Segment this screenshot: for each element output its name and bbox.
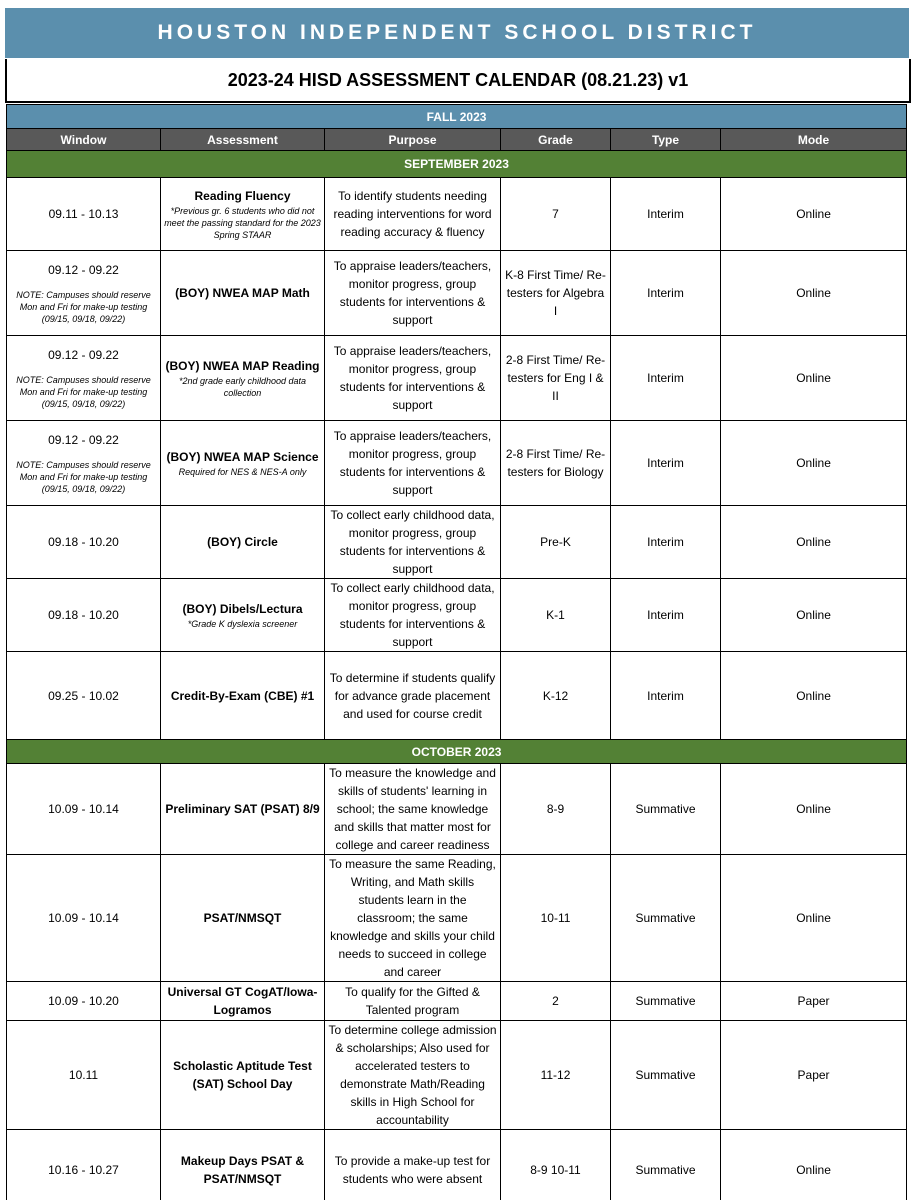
window-note: NOTE: Campuses should reserve Mon and Fri for make-up testing (09/15, 09/18, 09/22) [16, 375, 151, 409]
grade-cell: K-12 [501, 652, 611, 740]
type-cell: Interim [611, 251, 721, 336]
window-dates: 09.11 - 10.13 [48, 207, 119, 221]
assessment-cell [161, 251, 325, 336]
window-dates: 10.09 - 10.14 [48, 911, 119, 925]
month-row [7, 151, 907, 178]
assessment-note: *Grade K dyslexia screener [187, 619, 298, 629]
type-cell: Interim [611, 506, 721, 579]
type-cell: Summative [611, 855, 721, 982]
assessment-name: Universal GT CogAT/Iowa-Logramos [167, 985, 318, 1017]
grade-cell: 8-9 [501, 764, 611, 855]
purpose-cell: To determine college admission & scholarships; Also used for accelerated testers to demonstrate Math/Reading skills in High School for accountability [325, 1021, 501, 1130]
grade-cell: 2-8 First Time/ Re-testers for Eng I & II [501, 336, 611, 421]
grade-cell: K-1 [501, 579, 611, 652]
assessment-name: (BOY) NWEA MAP Science [166, 450, 319, 464]
purpose-cell: To determine if students qualify for advance grade placement and used for course credit [325, 652, 501, 740]
assessment-note: *2nd grade early childhood data collection [178, 376, 307, 398]
window-cell [7, 421, 161, 506]
assessment-note: *Previous gr. 6 students who did not meet the passing standard for the 2023 Spring STAAR [164, 206, 321, 240]
grade-cell: 7 [501, 178, 611, 251]
window-dates: 10.09 - 10.14 [48, 802, 119, 816]
window-cell [7, 982, 161, 1021]
window-dates: 09.12 - 09.22 [48, 433, 119, 447]
purpose-cell: To provide a make-up test for students who were absent [325, 1130, 501, 1200]
table-row [7, 421, 907, 506]
mode-cell: Paper [721, 982, 907, 1021]
assessment-name: (BOY) Circle [207, 535, 278, 549]
window-dates: 09.18 - 10.20 [48, 535, 119, 549]
window-cell [7, 855, 161, 982]
window-cell [7, 336, 161, 421]
window-cell [7, 251, 161, 336]
type-cell: Interim [611, 336, 721, 421]
assessment-cell [161, 178, 325, 251]
mode-cell: Online [721, 764, 907, 855]
assessment-name: Makeup Days PSAT & PSAT/NMSQT [180, 1153, 305, 1186]
month-row [7, 740, 907, 764]
district-banner: HOUSTON INDEPENDENT SCHOOL DISTRICT [5, 8, 909, 58]
type-cell: Summative [611, 1021, 721, 1130]
table-row [7, 251, 907, 336]
mode-cell: Paper [721, 1021, 907, 1130]
assessment-name: Scholastic Aptitude Test (SAT) School Day [173, 1059, 312, 1091]
table-row [7, 982, 907, 1021]
month-label: SEPTEMBER 2023 [7, 151, 907, 178]
table-row [7, 764, 907, 855]
column-header: Assessment [161, 129, 325, 151]
window-dates: 09.12 - 09.22 [48, 263, 119, 277]
purpose-cell: To measure the same Reading, Writing, and Math skills students learn in the classroom; the same knowledge and skills your child needs to succeed in college and career [325, 855, 501, 982]
assessment-cell [161, 652, 325, 740]
window-dates: 09.18 - 10.20 [48, 608, 119, 622]
assessment-cell [161, 421, 325, 506]
assessment-name: Reading Fluency [194, 189, 291, 203]
window-cell [7, 579, 161, 652]
assessment-cell [161, 764, 325, 855]
assessment-cell [161, 336, 325, 421]
purpose-cell: To qualify for the Gifted & Talented program [325, 982, 501, 1021]
window-cell [7, 506, 161, 579]
window-dates: 09.25 - 10.02 [48, 688, 119, 703]
window-dates: 10.09 - 10.20 [48, 994, 119, 1008]
type-cell: Summative [611, 982, 721, 1021]
mode-cell: Online [721, 579, 907, 652]
assessment-name: Credit-By-Exam (CBE) #1 [170, 688, 315, 703]
table-row [7, 336, 907, 421]
season-label: FALL 2023 [7, 105, 907, 129]
column-header: Grade [501, 129, 611, 151]
window-cell [7, 1130, 161, 1200]
window-dates: 10.11 [68, 1068, 99, 1082]
purpose-cell: To appraise leaders/teachers, monitor progress, group students for interventions & support [325, 251, 501, 336]
window-cell [7, 764, 161, 855]
table-row [7, 506, 907, 579]
mode-cell: Online [721, 336, 907, 421]
month-label: OCTOBER 2023 [7, 740, 907, 764]
grade-cell: K-8 First Time/ Re-testers for Algebra I [501, 251, 611, 336]
purpose-cell: To collect early childhood data, monitor progress, group students for interventions & support [325, 579, 501, 652]
mode-cell: Online [721, 251, 907, 336]
assessment-table [6, 104, 907, 1200]
purpose-cell: To measure the knowledge and skills of students' learning in school; the same knowledge and skills that matter most for college and career readiness [325, 764, 501, 855]
assessment-name: Preliminary SAT (PSAT) 8/9 [165, 802, 320, 816]
mode-cell: Online [721, 855, 907, 982]
grade-cell: 8-9 10-11 [501, 1130, 611, 1200]
table-row [7, 1130, 907, 1200]
table-row [7, 1021, 907, 1130]
table-row [7, 178, 907, 251]
mode-cell: Online [721, 1130, 907, 1200]
type-cell: Interim [611, 421, 721, 506]
assessment-name: PSAT/NMSQT [203, 911, 282, 925]
type-cell: Interim [611, 652, 721, 740]
type-cell: Summative [611, 1130, 721, 1200]
assessment-cell [161, 1130, 325, 1200]
assessment-cell [161, 579, 325, 652]
purpose-cell: To appraise leaders/teachers, monitor progress, group students for interventions & support [325, 421, 501, 506]
window-note: NOTE: Campuses should reserve Mon and Fri for make-up testing (09/15, 09/18, 09/22) [16, 290, 151, 324]
window-note: NOTE: Campuses should reserve Mon and Fri for make-up testing (09/15, 09/18, 09/22) [16, 460, 151, 494]
assessment-cell [161, 506, 325, 579]
purpose-cell: To identify students needing reading interventions for word reading accuracy & fluency [325, 178, 501, 251]
window-cell [7, 652, 161, 740]
purpose-cell: To appraise leaders/teachers, monitor progress, group students for interventions & support [325, 336, 501, 421]
type-cell: Interim [611, 178, 721, 251]
window-dates: 10.16 - 10.27 [48, 1162, 119, 1177]
assessment-cell [161, 982, 325, 1021]
type-cell: Summative [611, 764, 721, 855]
assessment-name: (BOY) NWEA MAP Math [175, 286, 310, 300]
type-cell: Interim [611, 579, 721, 652]
grade-cell: Pre-K [501, 506, 611, 579]
purpose-cell: To collect early childhood data, monitor progress, group students for interventions & support [325, 506, 501, 579]
column-header: Type [611, 129, 721, 151]
column-header: Purpose [325, 129, 501, 151]
assessment-cell [161, 1021, 325, 1130]
column-header: Window [7, 129, 161, 151]
mode-cell: Online [721, 421, 907, 506]
window-dates: 09.12 - 09.22 [48, 348, 119, 362]
mode-cell: Online [721, 506, 907, 579]
mode-cell: Online [721, 178, 907, 251]
calendar-title: 2023-24 HISD ASSESSMENT CALENDAR (08.21.23) v1 [5, 59, 911, 103]
grade-cell: 11-12 [501, 1021, 611, 1130]
season-row [7, 105, 907, 129]
column-header-row [7, 129, 907, 151]
grade-cell: 10-11 [501, 855, 611, 982]
table-row [7, 652, 907, 740]
table-row [7, 579, 907, 652]
table-row [7, 855, 907, 982]
window-cell [7, 1021, 161, 1130]
column-header: Mode [721, 129, 907, 151]
mode-cell: Online [721, 652, 907, 740]
assessment-cell [161, 855, 325, 982]
assessment-name: (BOY) Dibels/Lectura [182, 602, 303, 616]
window-cell [7, 178, 161, 251]
assessment-note: Required for NES & NES-A only [178, 467, 307, 477]
assessment-name: (BOY) NWEA MAP Reading [165, 359, 320, 373]
grade-cell: 2-8 First Time/ Re-testers for Biology [501, 421, 611, 506]
grade-cell: 2 [501, 982, 611, 1021]
